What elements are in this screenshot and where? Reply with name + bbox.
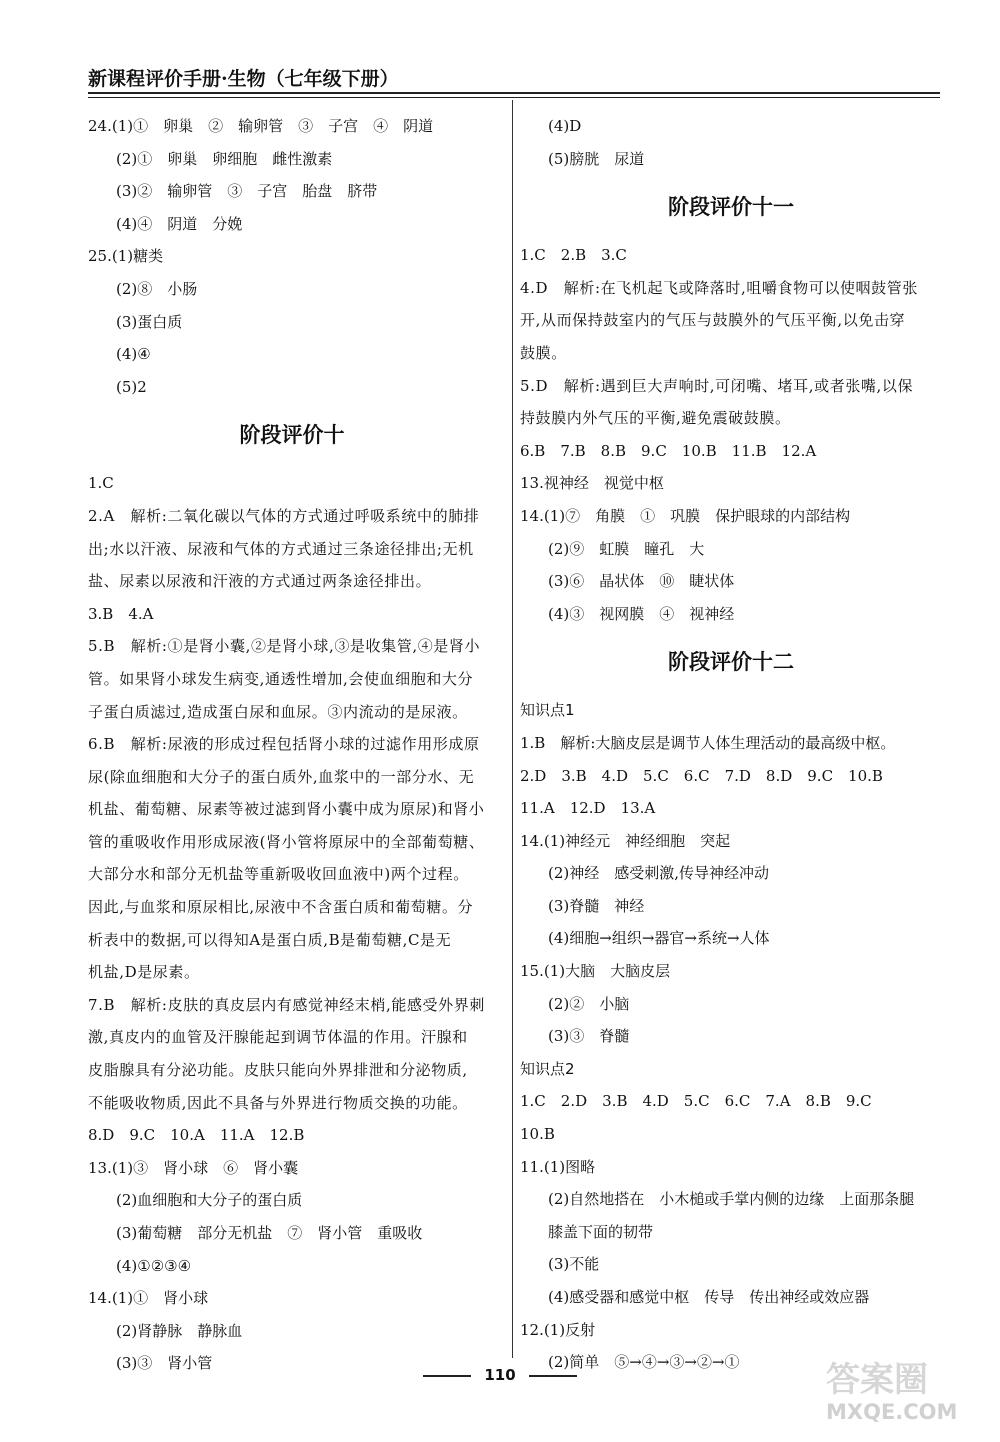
answer-subline: (2)血细胞和大分子的蛋白质 [116, 1191, 303, 1210]
answer-line: 8.D 9.C 10.A 11.A 12.B [88, 1126, 305, 1145]
explanation-line: 大部分水和部分无机盐等重新吸收回血液中)两个过程。 [88, 865, 469, 884]
explanation-line: 尿(除血细胞和大分子的蛋白质外,血浆中的一部分水、无 [88, 767, 475, 786]
explanation-line: 管。如果肾小球发生病变,通透性增加,会使血细胞和大分 [88, 669, 474, 688]
answer-subline: (2)⑧ 小肠 [116, 279, 198, 298]
explanation-line: 皮脂腺具有分泌功能。皮肤只能向外界排泄和分泌物质, [88, 1061, 468, 1080]
watermark-logo: 答案圈 [826, 1360, 928, 1400]
answer-subline: (5)膀胱 尿道 [548, 149, 645, 168]
explanation-line: 6.B 解析:尿液的形成过程包括肾小球的过滤作用形成原 [88, 735, 480, 754]
answer-subline: (3)葡萄糖 部分无机盐 ⑦ 肾小管 重吸收 [116, 1224, 423, 1242]
explanation-line: 出;水以汗液、尿液和气体的方式通过三条途径排出;无机 [88, 539, 474, 558]
answer-line: 1.B 解析:大脑皮层是调节人体生理活动的最高级中枢。 [520, 733, 896, 752]
watermark-url: MXQE.COM [826, 1400, 958, 1424]
right-column [520, 110, 942, 1379]
explanation-line: 因此,与血浆和原尿相比,尿液中不含蛋白质和葡萄糖。分 [88, 898, 474, 917]
answer-line: 14.(1)① 肾小球 [88, 1289, 209, 1308]
answer-subline: (3)③ 肾小管 [116, 1354, 213, 1373]
explanation-line: 不能吸收物质,因此不具备与外界进行物质交换的功能。 [88, 1093, 468, 1112]
footer-ornament-right [529, 1375, 577, 1377]
footer-ornament-left [423, 1375, 471, 1377]
answer-subline: (3)② 输卵管 ③ 子宫 胎盘 脐带 [116, 182, 378, 201]
answer-line: 14.(1)⑦ 角膜 ① 巩膜 保护眼球的内部结构 [520, 506, 851, 525]
watermark [826, 1360, 976, 1430]
explanation-line: 管的重吸收作用形成尿液(肾小管将原尿中的全部葡萄糖、 [88, 832, 485, 851]
explanation-line: 机盐,D是尿素。 [88, 963, 200, 982]
answer-line: 3.B 4.A [88, 604, 154, 623]
answer-subline: (2)⑨ 虹膜 瞳孔 大 [548, 539, 705, 558]
knowledge-point-label: 知识点2 [520, 1059, 575, 1078]
answer-subline: (3)不能 [548, 1255, 600, 1274]
answer-subline: (4)①②③④ [116, 1256, 192, 1275]
answer-line: 12.(1)反射 [520, 1320, 596, 1339]
answer-line: 13.视神经 视觉中枢 [520, 474, 664, 493]
answer-subline: (3)脊髓 神经 [548, 896, 645, 915]
answer-line: 2.D 3.B 4.D 5.C 6.C 7.D 8.D 9.C 10.B [520, 766, 883, 785]
answer-subline: (2)自然地搭在 小木槌或手掌内侧的边缘 上面那条腿 [548, 1190, 915, 1209]
answer-subline: (2)② 小脑 [548, 994, 630, 1013]
page-number: 110 [484, 1366, 516, 1384]
explanation-line: 4.D 解析:在飞机起飞或降落时,咀嚼食物可以使咽鼓管张 [520, 278, 918, 297]
page-header [88, 62, 940, 96]
answer-line: 25.(1)糖类 [88, 247, 164, 266]
explanation-line: 5.D 解析:遇到巨大声响时,可闭嘴、堵耳,或者张嘴,以保 [520, 376, 914, 395]
answer-subline: (4)D [548, 117, 582, 135]
answer-line: 11.A 12.D 13.A [520, 799, 656, 818]
explanation-line: 开,从而保持鼓室内的气压与鼓膜外的气压平衡,以免击穿 [520, 311, 906, 330]
explanation-line: 机盐、葡萄糖、尿素等被过滤到肾小囊中成为原尿)和肾小 [88, 800, 485, 819]
section-heading: 阶段评价十一 [668, 195, 794, 220]
answer-subline: (4)④ [116, 345, 151, 364]
answer-subline: (2)肾静脉 静脉血 [116, 1321, 243, 1340]
answer-line: 24.(1)① 卵巢 ② 输卵管 ③ 子宫 ④ 阴道 [88, 117, 434, 135]
answer-subline: (4)③ 视网膜 ④ 视神经 [548, 604, 735, 623]
column-divider [512, 100, 513, 1358]
answer-subline: (4)感受器和感觉中枢 传导 传出神经或效应器 [548, 1288, 870, 1306]
book-title: 新课程评价手册·生物（七年级下册） [88, 68, 399, 90]
explanation-line: 盐、尿素以尿液和汗液的方式通过两条途径排出。 [88, 572, 432, 591]
section-heading: 阶段评价十 [239, 423, 345, 448]
answer-subline: (3)⑥ 晶状体 ⑩ 睫状体 [548, 572, 735, 591]
answer-subline: (2)神经 感受刺激,传导神经冲动 [548, 864, 770, 883]
explanation-line: 激,真皮内的血管及汗腺能起到调节体温的作用。汗腺和 [88, 1028, 468, 1047]
answer-line: 15.(1)大脑 大脑皮层 [520, 962, 671, 981]
answer-line: 10.B [520, 1125, 555, 1144]
answer-subline: (4)细胞→组织→器官→系统→人体 [548, 929, 770, 948]
explanation-line: 7.B 解析:皮肤的真皮层内有感觉神经末梢,能感受外界刺 [88, 995, 485, 1014]
answer-subline: (2)① 卵巢 卵细胞 雌性激素 [116, 149, 333, 168]
explanation-line: 子蛋白质滤过,造成蛋白尿和血尿。③内流动的是尿液。 [88, 702, 468, 721]
answer-subline: (3)③ 脊髓 [548, 1027, 630, 1046]
answer-line: 13.(1)③ 肾小球 ⑥ 肾小囊 [88, 1158, 299, 1177]
answer-line: 1.C 2.B 3.C [520, 246, 627, 265]
answer-subline: (4)④ 阴道 分娩 [116, 214, 243, 233]
explanation-line: 鼓膜。 [520, 343, 567, 362]
explanation-line: 5.B 解析:①是肾小囊,②是肾小球,③是收集管,④是肾小 [88, 637, 481, 656]
answer-subline: 膝盖下面的韧带 [548, 1222, 654, 1241]
explanation-line: 持鼓膜内外气压的平衡,避免震破鼓膜。 [520, 409, 791, 428]
header-rule-thin [88, 97, 940, 98]
explanation-line: 析表中的数据,可以得知A是蛋白质,B是葡萄糖,C是无 [88, 930, 452, 949]
answer-line: 1.C 2.D 3.B 4.D 5.C 6.C 7.A 8.B 9.C [520, 1092, 872, 1111]
answer-line: 6.B 7.B 8.B 9.C 10.B 11.B 12.A [520, 441, 817, 460]
answer-subline: (5)2 [116, 377, 147, 396]
answer-subline: (3)蛋白质 [116, 312, 183, 331]
section-heading: 阶段评价十二 [668, 650, 794, 675]
answer-line: 14.(1)神经元 神经细胞 突起 [520, 831, 731, 850]
answer-line: 1.C [88, 474, 114, 493]
knowledge-point-label: 知识点1 [520, 701, 575, 720]
left-column [88, 110, 496, 1380]
answer-subline: (2)简单 ⑤→④→③→②→① [548, 1353, 740, 1372]
answer-line: 11.(1)图略 [520, 1157, 596, 1176]
header-rule [88, 92, 940, 94]
explanation-line: 2.A 解析:二氧化碳以气体的方式通过呼吸系统中的肺排 [88, 506, 480, 525]
